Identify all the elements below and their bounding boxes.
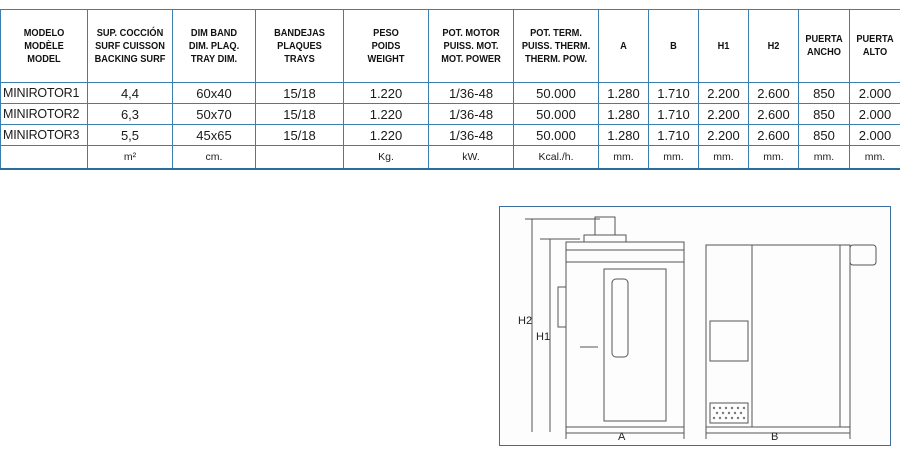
door-height-cell: 2.000 [850,104,900,125]
header-model-line-2: MODÈLE [24,39,64,52]
baking-surface-cell: 6,3 [88,104,173,125]
header-model [1,10,88,83]
side-panel-body [752,245,840,427]
header-door-width-line-1: PUERTA [805,33,843,45]
h1-cell: 2.200 [699,125,749,146]
model-cell: MINIROTOR1 [1,83,88,104]
header-b-label: B [670,39,677,52]
door-height-cell: 2.000 [850,125,900,146]
trays-cell: 15/18 [256,83,344,104]
header-weight [344,10,429,83]
unit-h2: mm. [749,146,799,170]
header-motor-power [429,10,514,83]
trays-cell: 15/18 [256,104,344,125]
baking-surface-cell: 5,5 [88,125,173,146]
table-row [1,125,900,146]
b-label: B [771,431,779,443]
door-width-cell: 850 [799,83,850,104]
h1-cell: 2.200 [699,104,749,125]
header-thermal-power-line-1: POT. TERM. [530,26,582,39]
model-cell: MINIROTOR2 [1,104,88,125]
header-motor-power-line-3: MOT. POWER [441,52,501,65]
door-height-cell: 2.000 [850,83,900,104]
header-model-line-3: MODEL [27,52,61,65]
unit-model [1,146,88,170]
header-tray-dimensions-line-2: DIM. PLAQ. [188,39,240,52]
door-width-cell: 850 [799,104,850,125]
motor-base [584,235,626,242]
h2-cell: 2.600 [749,125,799,146]
header-door-width-line-2: ANCHO [807,46,841,58]
weight-cell: 1.220 [344,104,429,125]
motor-housing [595,217,615,235]
header-door-height-line-1: PUERTA [856,33,894,45]
unit-tray-dimensions: cm. [173,146,256,170]
weight-cell: 1.220 [344,125,429,146]
side-panel-rear [840,245,850,427]
table-row [1,83,900,104]
header-motor-power-line-2: PUISS. MOT. [443,39,499,52]
trays-cell: 15/18 [256,125,344,146]
thermal-power-cell: 50.000 [514,83,599,104]
header-thermal-power-line-2: PUISS. THERM. [521,39,591,52]
header-tray-dimensions-line-3: TRAY DIM. [190,52,238,65]
oven-drawing-svg [500,207,890,445]
header-door-width [799,10,850,83]
header-door-height [850,10,900,83]
tray-dimensions-cell: 60x40 [173,83,256,104]
unit-trays [256,146,344,170]
side-panel-front [706,245,752,427]
door-width-cell: 850 [799,125,850,146]
tray-dimensions-cell: 45x65 [173,125,256,146]
a-cell: 1.280 [599,125,649,146]
unit-door-width: mm. [799,146,850,170]
oven-door [604,269,666,421]
header-h2-label: H2 [767,39,780,52]
side-exhaust-hood [850,245,876,265]
header-motor-power-line-1: POT. MOTOR [442,26,500,39]
header-h2 [749,10,799,83]
header-model-line-1: MODELO [23,26,65,39]
cabinet-top-rim [566,242,684,250]
header-thermal-power [514,10,599,83]
header-baking-surface [88,10,173,83]
side-inspection-window [710,321,748,361]
h1-cell: 2.200 [699,83,749,104]
table-row [1,104,900,125]
a-label: A [618,431,626,443]
header-trays [256,10,344,83]
h2-label: H2 [518,315,533,327]
header-baking-surface-line-3: BACKING SURF [94,52,166,65]
header-h1 [699,10,749,83]
a-cell: 1.280 [599,83,649,104]
model-cell: MINIROTOR3 [1,125,88,146]
control-panel [558,287,566,327]
unit-baking-surface: m² [88,146,173,170]
a-cell: 1.280 [599,104,649,125]
unit-door-height: mm. [850,146,900,170]
header-thermal-power-line-3: THERM. POW. [524,52,588,65]
motor-power-cell: 1/36-48 [429,104,514,125]
header-trays-line-2: PLAQUES [277,39,322,52]
unit-weight: Kg. [344,146,429,170]
h2-cell: 2.600 [749,83,799,104]
motor-power-cell: 1/36-48 [429,125,514,146]
b-cell: 1.710 [649,125,699,146]
header-tray-dimensions-line-1: DIM BAND [190,26,238,39]
header-baking-surface-line-2: SURF CUISSON [95,39,165,52]
header-a [599,10,649,83]
header-tray-dimensions [173,10,256,83]
header-row [1,10,900,83]
thermal-power-cell: 50.000 [514,125,599,146]
thermal-power-cell: 50.000 [514,104,599,125]
tray-dimensions-cell: 50x70 [173,104,256,125]
spec-table [0,9,900,170]
h1-label: H1 [536,331,551,343]
oven-drawing [499,206,891,446]
unit-a: mm. [599,146,649,170]
header-a-label: A [620,39,627,52]
header-h1-label: H1 [717,39,730,52]
header-baking-surface-line-1: SUP. COCCIÓN [96,26,164,39]
header-weight-line-2: POIDS [371,39,401,52]
unit-h1: mm. [699,146,749,170]
header-weight-line-1: PESO [373,26,399,39]
b-cell: 1.710 [649,83,699,104]
header-b [649,10,699,83]
header-trays-line-1: BANDEJAS [274,26,325,39]
door-window [612,279,628,357]
header-weight-line-3: WEIGHT [367,52,405,65]
unit-motor-power: kW. [429,146,514,170]
baking-surface-cell: 4,4 [88,83,173,104]
units-row [1,146,900,170]
cabinet-hood [566,250,684,262]
unit-thermal-power: Kcal./h. [514,146,599,170]
b-cell: 1.710 [649,104,699,125]
motor-power-cell: 1/36-48 [429,83,514,104]
h2-cell: 2.600 [749,104,799,125]
vent-dots [713,407,745,419]
weight-cell: 1.220 [344,83,429,104]
header-trays-line-3: TRAYS [284,52,315,65]
unit-b: mm. [649,146,699,170]
header-door-height-line-2: ALTO [862,46,888,58]
